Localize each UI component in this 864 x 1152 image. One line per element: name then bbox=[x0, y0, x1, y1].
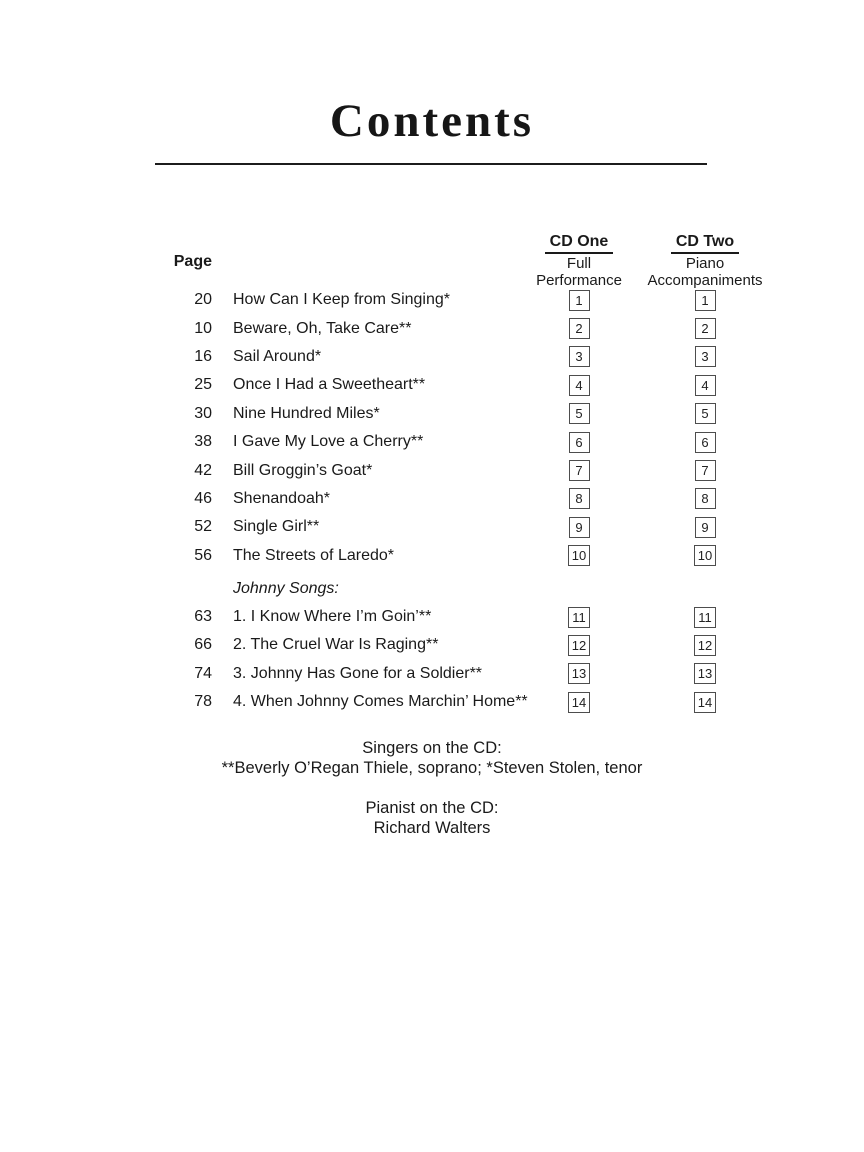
pianist-heading: Pianist on the CD: bbox=[365, 799, 499, 817]
cd-one-track-cell bbox=[511, 375, 647, 396]
cd-one-track-number-box: 4 bbox=[569, 375, 590, 396]
song-page-number: 78 bbox=[194, 693, 212, 711]
cd-one-track-number-box: 9 bbox=[569, 517, 590, 538]
cd-two-track-number-box: 12 bbox=[694, 635, 716, 656]
cd-two-track-cell bbox=[647, 488, 763, 509]
cd-two-track-number-box: 6 bbox=[695, 432, 716, 453]
cd-one-track-cell bbox=[511, 346, 647, 367]
toc-row bbox=[0, 456, 864, 484]
cd-one-track-number-box: 7 bbox=[569, 460, 590, 481]
song-page-number: 10 bbox=[194, 319, 212, 337]
cd-one-track-cell bbox=[511, 290, 647, 311]
song-title: Once I Had a Sweetheart** bbox=[233, 376, 426, 394]
song-page-number: 16 bbox=[194, 347, 212, 365]
cd-one-track-number-box: 12 bbox=[568, 635, 590, 656]
song-title: Bill Groggin’s Goat* bbox=[233, 461, 373, 479]
cd-one-track-number-box: 14 bbox=[568, 692, 590, 713]
cd-one-track-cell bbox=[511, 607, 647, 628]
song-page-number: 56 bbox=[194, 546, 212, 564]
cd-two-track-number-box: 13 bbox=[694, 663, 716, 684]
cd-two-track-number-box: 11 bbox=[694, 607, 716, 628]
cd-two-track-number-box: 5 bbox=[695, 403, 716, 424]
song-title: Beware, Oh, Take Care** bbox=[233, 319, 412, 337]
singers-heading: Singers on the CD: bbox=[362, 739, 502, 757]
cd-one-track-number-box: 11 bbox=[568, 607, 590, 628]
toc-row bbox=[0, 286, 864, 314]
song-page-number: 63 bbox=[194, 608, 212, 626]
cd-one-track-number-box: 10 bbox=[568, 545, 590, 566]
cd-two-subtitle bbox=[647, 256, 763, 289]
song-list bbox=[0, 286, 864, 570]
toc-row bbox=[0, 542, 864, 570]
table-of-contents bbox=[0, 232, 864, 716]
song-title: Sail Around* bbox=[233, 347, 322, 365]
toc-row bbox=[0, 343, 864, 371]
song-page-number: 74 bbox=[194, 664, 212, 682]
cd-credits bbox=[0, 738, 864, 838]
cd-two-track-number-box: 14 bbox=[694, 692, 716, 713]
cd-two-track-cell bbox=[647, 460, 763, 481]
toc-header bbox=[0, 232, 864, 289]
singers-names: **Beverly O’Regan Thiele, soprano; *Steven Stolen, tenor bbox=[221, 759, 643, 777]
cd-two-track-number-box: 4 bbox=[695, 375, 716, 396]
song-page-number: 42 bbox=[194, 461, 212, 479]
song-page-number: 52 bbox=[194, 518, 212, 536]
song-page-number: 25 bbox=[194, 376, 212, 394]
cd-one-column-header-cell bbox=[511, 232, 647, 289]
cd-one-track-number-box: 8 bbox=[569, 488, 590, 509]
song-page-number: 38 bbox=[194, 433, 212, 451]
title-divider-rule bbox=[155, 163, 707, 165]
page-title: Contents bbox=[329, 95, 535, 147]
song-title: The Streets of Laredo* bbox=[233, 546, 394, 564]
song-title: 1. I Know Where I’m Goin’** bbox=[233, 608, 432, 626]
cd-two-subtitle-line1: Piano bbox=[685, 255, 725, 272]
cd-one-track-cell bbox=[511, 432, 647, 453]
song-page-number: 66 bbox=[194, 636, 212, 654]
cd-two-track-cell bbox=[647, 290, 763, 311]
song-title: Shenandoah* bbox=[233, 489, 330, 507]
cd-one-subtitle bbox=[511, 256, 647, 289]
cd-one-track-cell bbox=[511, 517, 647, 538]
cd-one-track-cell bbox=[511, 692, 647, 713]
cd-one-track-number-box: 6 bbox=[569, 432, 590, 453]
toc-row bbox=[0, 688, 864, 716]
cd-two-track-cell bbox=[647, 517, 763, 538]
song-title: Nine Hundred Miles* bbox=[233, 404, 380, 422]
cd-two-track-number-box: 1 bbox=[695, 290, 716, 311]
toc-row bbox=[0, 485, 864, 513]
cd-one-track-cell bbox=[511, 460, 647, 481]
cd-one-track-cell bbox=[511, 318, 647, 339]
cd-two-track-number-box: 10 bbox=[694, 545, 716, 566]
song-page-number: 20 bbox=[194, 291, 212, 309]
johnny-songs-heading: Johnny Songs: bbox=[233, 579, 339, 597]
toc-row bbox=[0, 314, 864, 342]
cd-two-subtitle-line2: Accompaniments bbox=[647, 271, 763, 289]
cd-two-track-number-box: 7 bbox=[695, 460, 716, 481]
toc-row bbox=[0, 660, 864, 688]
cd-one-track-number-box: 2 bbox=[569, 318, 590, 339]
cd-one-track-number-box: 5 bbox=[569, 403, 590, 424]
cd-two-track-cell bbox=[647, 545, 763, 566]
cd-one-track-number-box: 13 bbox=[568, 663, 590, 684]
cd-one-header: CD One bbox=[545, 232, 614, 254]
cd-one-track-cell bbox=[511, 635, 647, 656]
cd-two-column-header-cell bbox=[647, 232, 763, 289]
cd-two-header: CD Two bbox=[671, 232, 739, 254]
cd-two-track-cell bbox=[647, 635, 763, 656]
cd-one-track-cell bbox=[511, 403, 647, 424]
cd-two-track-cell bbox=[647, 403, 763, 424]
toc-row bbox=[0, 371, 864, 399]
cd-two-track-cell bbox=[647, 692, 763, 713]
song-title: 4. When Johnny Comes Marchin’ Home** bbox=[233, 693, 528, 711]
song-title: Single Girl** bbox=[233, 518, 320, 536]
cd-two-track-number-box: 3 bbox=[695, 346, 716, 367]
page-column-header-cell bbox=[0, 232, 212, 286]
johnny-song-list bbox=[0, 603, 864, 717]
page-column-header: Page bbox=[173, 253, 212, 270]
toc-row bbox=[0, 400, 864, 428]
cd-one-track-number-box: 3 bbox=[569, 346, 590, 367]
toc-row bbox=[0, 513, 864, 541]
song-title: 3. Johnny Has Gone for a Soldier** bbox=[233, 664, 483, 682]
cd-two-track-number-box: 2 bbox=[695, 318, 716, 339]
toc-row bbox=[0, 631, 864, 659]
cd-two-track-cell bbox=[647, 346, 763, 367]
cd-two-track-cell bbox=[647, 318, 763, 339]
cd-two-track-cell bbox=[647, 607, 763, 628]
cd-one-subtitle-line2: Performance bbox=[536, 271, 622, 289]
title-column-spacer bbox=[212, 232, 511, 286]
song-title: How Can I Keep from Singing* bbox=[233, 291, 450, 309]
cd-two-track-number-box: 8 bbox=[695, 488, 716, 509]
cd-one-track-cell bbox=[511, 488, 647, 509]
song-title: 2. The Cruel War Is Raging** bbox=[233, 636, 439, 654]
cd-two-track-cell bbox=[647, 663, 763, 684]
song-page-number: 46 bbox=[194, 489, 212, 507]
cd-one-track-cell bbox=[511, 663, 647, 684]
cd-one-track-cell bbox=[511, 545, 647, 566]
pianist-name: Richard Walters bbox=[373, 819, 491, 837]
cd-one-subtitle-line1: Full bbox=[566, 255, 592, 272]
toc-row bbox=[0, 603, 864, 631]
cd-two-track-cell bbox=[647, 432, 763, 453]
toc-row bbox=[0, 428, 864, 456]
cd-two-track-number-box: 9 bbox=[695, 517, 716, 538]
cd-two-track-cell bbox=[647, 375, 763, 396]
cd-one-track-number-box: 1 bbox=[569, 290, 590, 311]
song-page-number: 30 bbox=[194, 404, 212, 422]
song-title: I Gave My Love a Cherry** bbox=[233, 433, 424, 451]
